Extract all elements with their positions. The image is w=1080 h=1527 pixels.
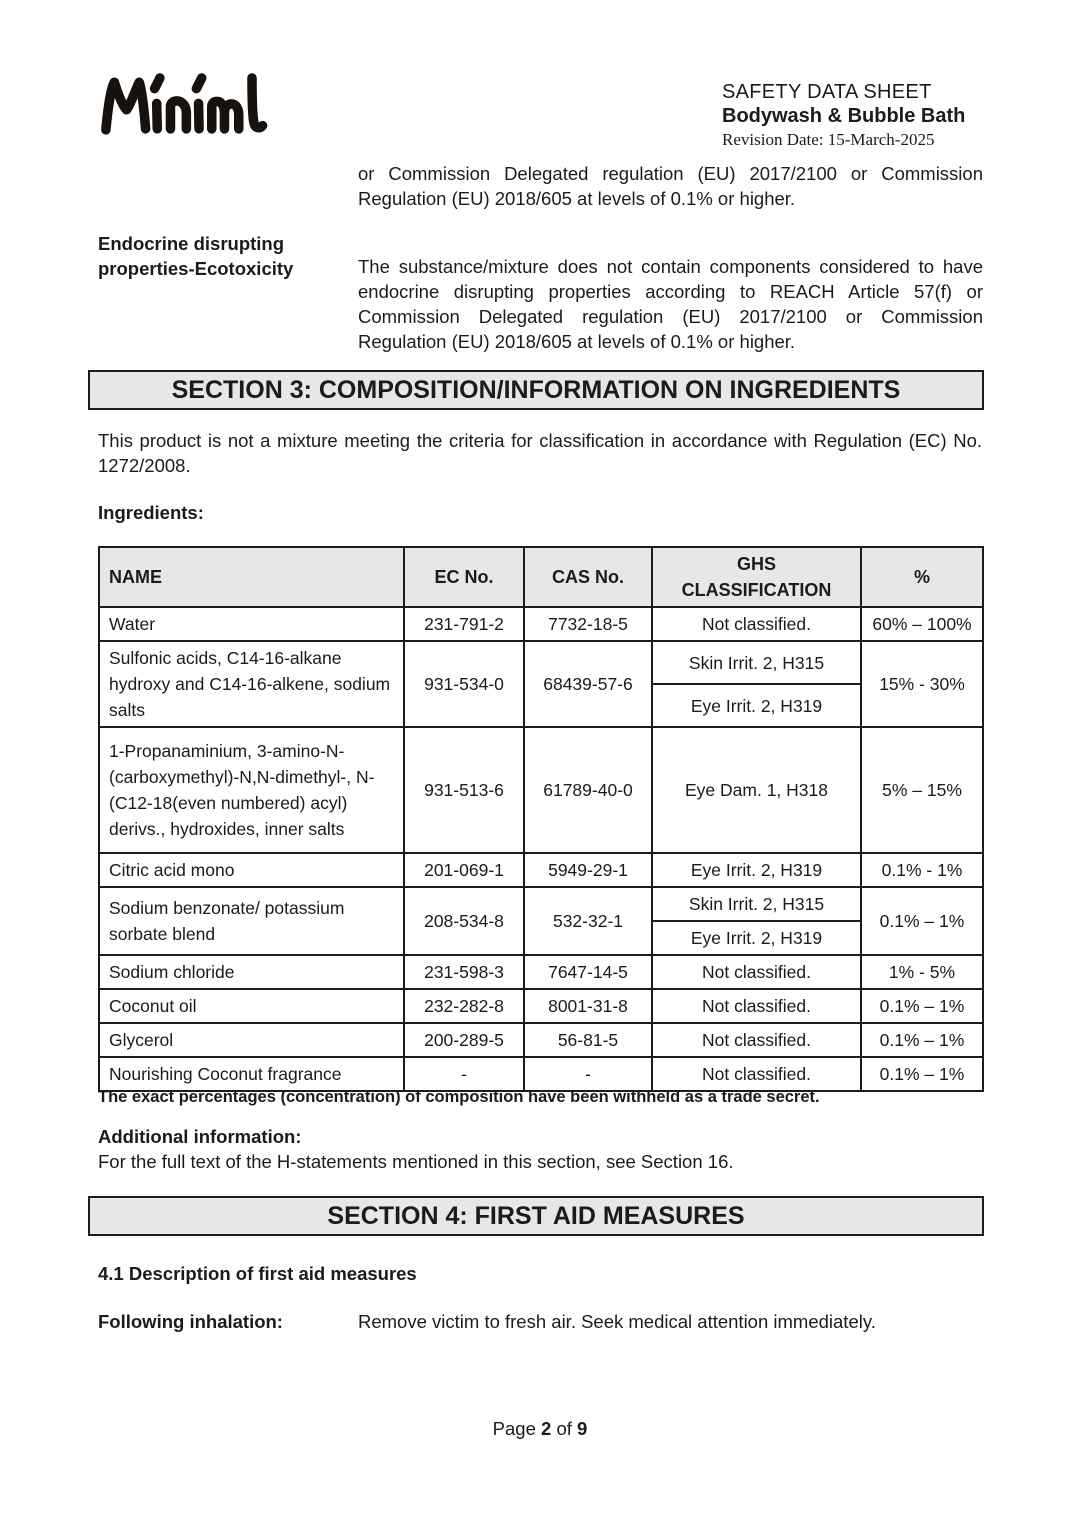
section4-banner: SECTION 4: FIRST AID MEASURES [88, 1196, 984, 1236]
ec-no-cell: - [404, 1057, 524, 1091]
ingredients-table-container [98, 546, 982, 1092]
cas-no-cell: - [524, 1057, 652, 1091]
cas-no-cell: 56-81-5 [524, 1023, 652, 1057]
ec-no-cell: 232-282-8 [404, 989, 524, 1023]
table-row [99, 641, 983, 684]
footer-page-total: 9 [577, 1418, 588, 1439]
revision-date: Revision Date: 15-March-2025 [722, 130, 935, 149]
additional-info-text: For the full text of the H-statements mentioned in this section, see Section 16. [98, 1151, 734, 1172]
ec-no-cell: 231-791-2 [404, 607, 524, 641]
product-name: Bodywash & Bubble Bath [722, 105, 966, 127]
ghs-classification-cell: Eye Irrit. 2, H319 [652, 921, 861, 955]
ghs-classification-cell: Skin Irrit. 2, H315 [652, 641, 861, 684]
table-row [99, 887, 983, 921]
ghs-classification-cell: Eye Dam. 1, H318 [652, 727, 861, 853]
percent-cell: 0.1% – 1% [861, 989, 983, 1023]
page-footer [0, 1418, 1080, 1440]
percent-cell: 0.1% – 1% [861, 1057, 983, 1091]
footer-page-label: Page [492, 1418, 536, 1439]
ingredient-name-cell: Citric acid mono [99, 853, 404, 887]
ghs-classification-cell: Eye Irrit. 2, H319 [652, 853, 861, 887]
ec-no-cell: 201-069-1 [404, 853, 524, 887]
cas-no-cell: 5949-29-1 [524, 853, 652, 887]
cas-no-cell: 68439-57-6 [524, 641, 652, 727]
cas-no-cell: 61789-40-0 [524, 727, 652, 853]
trade-secret-note: The exact percentages (concentration) of composition have been withheld as a trade secret. [98, 1088, 820, 1106]
cas-no-cell: 532-32-1 [524, 887, 652, 955]
col-header: EC No. [404, 547, 524, 607]
miniml-logo-icon [94, 60, 284, 150]
percent-cell: 15% - 30% [861, 641, 983, 727]
col-header: NAME [99, 547, 404, 607]
cas-no-cell: 8001-31-8 [524, 989, 652, 1023]
ghs-classification-cell: Not classified. [652, 955, 861, 989]
ingredient-name-cell: Water [99, 607, 404, 641]
ec-no-cell: 200-289-5 [404, 1023, 524, 1057]
following-inhalation-label: Following inhalation: [98, 1311, 283, 1332]
ec-no-cell: 208-534-8 [404, 887, 524, 955]
col-header: CAS No. [524, 547, 652, 607]
ghs-classification-cell: Skin Irrit. 2, H315 [652, 887, 861, 921]
percent-cell: 60% – 100% [861, 607, 983, 641]
percent-cell: 0.1% - 1% [861, 853, 983, 887]
miniml-logo [94, 60, 284, 150]
ghs-classification-cell: Eye Irrit. 2, H319 [652, 684, 861, 727]
ghs-classification-cell: Not classified. [652, 1023, 861, 1057]
ec-no-cell: 931-513-6 [404, 727, 524, 853]
table-row [99, 955, 983, 989]
ec-no-cell: 931-534-0 [404, 641, 524, 727]
doc-type-title: SAFETY DATA SHEET [722, 81, 932, 103]
document-header [722, 80, 1022, 152]
continuation-paragraph: or Commission Delegated regulation (EU) 2017/2100 or Commission Regulation (EU) 2018/605 at levels of 0.1% or higher. [358, 163, 983, 209]
cas-no-cell: 7647-14-5 [524, 955, 652, 989]
section3-intro: This product is not a mixture meeting the criteria for classification in accordance with Regulation (EC) No. 1272/2008. [98, 430, 982, 476]
col-header: % [861, 547, 983, 607]
footer-page-number: 2 [541, 1418, 552, 1439]
table-row [99, 989, 983, 1023]
footer-of-label: of [556, 1418, 572, 1439]
endocrine-label: Endocrine disrupting properties-Ecotoxicity [98, 233, 294, 279]
cas-no-cell: 7732-18-5 [524, 607, 652, 641]
ec-no-cell: 231-598-3 [404, 955, 524, 989]
table-row [99, 853, 983, 887]
ingredient-name-cell: Sulfonic acids, C14-16-alkane hydroxy and C14-16-alkene, sodium salts [99, 641, 404, 727]
ghs-classification-cell: Not classified. [652, 607, 861, 641]
table-row [99, 607, 983, 641]
ingredient-name-cell: 1-Propanaminium, 3-amino-N-(carboxymethyl)-N,N-dimethyl-, N-(C12-18(even numbered) acyl) derivs., hydroxides, inner salts [99, 727, 404, 853]
percent-cell: 0.1% – 1% [861, 1023, 983, 1057]
ingredient-name-cell: Sodium benzonate/ potassium sorbate blend [99, 887, 404, 955]
table-header-row [99, 547, 983, 607]
section3-banner: SECTION 3: COMPOSITION/INFORMATION ON INGREDIENTS [88, 370, 984, 410]
endocrine-text: The substance/mixture does not contain components considered to have endocrine disrupting properties according to REACH Article 57(f) or Commission Delegated regulation (EU) 2017/2100 or Commission Regulation (EU) 2018/605 at levels of 0.1% or higher. [358, 256, 983, 352]
section4-subsection: 4.1 Description of first aid measures [98, 1263, 417, 1284]
ghs-classification-cell: Not classified. [652, 1057, 861, 1091]
table-row [99, 1023, 983, 1057]
ingredient-name-cell: Coconut oil [99, 989, 404, 1023]
ingredient-name-cell: Nourishing Coconut fragrance [99, 1057, 404, 1091]
additional-info-label: Additional information: [98, 1126, 302, 1147]
percent-cell: 0.1% – 1% [861, 887, 983, 955]
table-row [99, 727, 983, 853]
ingredients-table [98, 546, 984, 1092]
ingredients-label: Ingredients: [98, 502, 204, 523]
col-header: GHS CLASSIFICATION [652, 547, 861, 607]
ingredient-name-cell: Sodium chloride [99, 955, 404, 989]
table-row [99, 1057, 983, 1091]
percent-cell: 5% – 15% [861, 727, 983, 853]
percent-cell: 1% - 5% [861, 955, 983, 989]
following-inhalation-text: Remove victim to fresh air. Seek medical attention immediately. [358, 1311, 876, 1332]
ghs-classification-cell: Not classified. [652, 989, 861, 1023]
ingredient-name-cell: Glycerol [99, 1023, 404, 1057]
